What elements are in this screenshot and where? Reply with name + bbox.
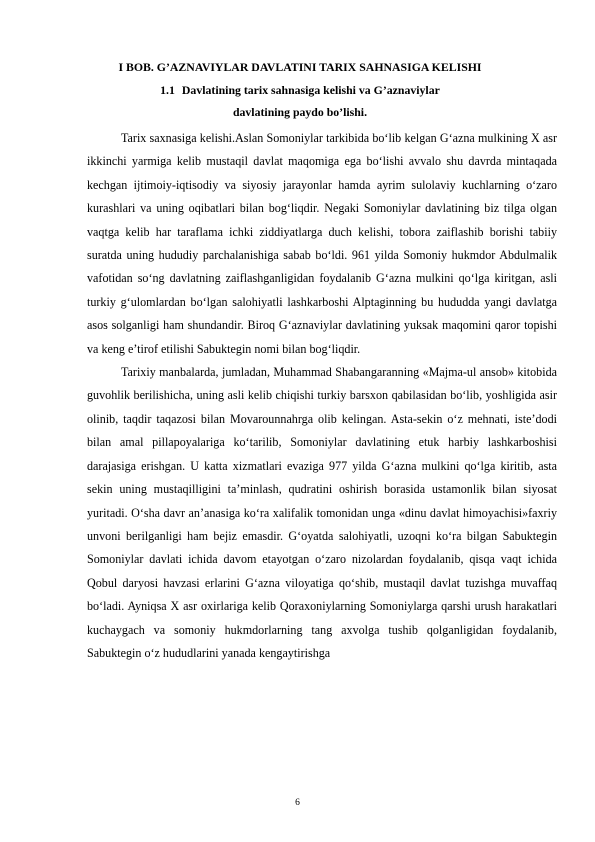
section-title-line-1: Davlatining tarix sahnasiga kelishi va G’aznaviylar bbox=[181, 83, 440, 97]
section-title-line-2: davlatining paydo bo’lishi. bbox=[232, 105, 368, 119]
paragraph: Tarix saxnasiga kelishi.Aslan Somoniylar tarkibida bo‘lib kelgan G‘azna mulkining X asr ikkinchi yarmiga kelib mustaqil davlat maqomiga ega bo‘lishi avvalo shu davrda mintaqada kechgan ijtimoiy-iqtisodiy va siyosiy jarayonlar hamda ayrim sulolaviy kuchlarning o‘zaro kurashlari va uning oqibatlari bilan bog‘liqdir. Negaki Somoniylar davlatining biz tilga olgan vaqtga kelib har taraflama ichki ziddiyatlarga duch kelishi, tobora zaiflashib borishi tabiiy suratda uning hududiy parchalanishiga sabab bo‘ldi. 961 yilda Somoniy hukmdor Abdulmalik vafotidan so‘ng davlatning zaiflashganligidan foydalanib G‘azna mulkini qo‘lga kiritgan, asli turkiy g‘ulomlardan bo‘lgan salohiyatli lashkarboshi Alptaginning bu hududda yangi davlatga asos solganligi ham shundandir. Biroq G‘aznaviylar davlatining yuksak maqomini qaror topishi va keng e’tirof etilishi Sabuktegin nomi bilan bog‘liqdir. bbox=[87, 131, 557, 356]
section-heading-line-1 bbox=[60, 79, 540, 101]
page-number: 6 bbox=[295, 798, 300, 808]
chapter-title: I BOB. G’AZNAVIYLAR DAVLATINI TARIX SAHNASIGA KELISHI bbox=[118, 60, 482, 74]
section-number: 1.1 bbox=[160, 83, 175, 97]
paragraph: Tarixiy manbalarda, jumladan, Muhammad Shabangaranning «Majma-ul ansob» kitobida guvohlik berilishicha, uning asli kelib chiqishi turkiy barsxon qabilasidan bo‘lib, yoshligida asir olinib, taqdir taqazosi bilan Movarounnahrga olib kelingan. Asta-sekin o‘z mehnati, iste’dodi bilan amal pillapoyalariga ko‘tarilib, Somoniylar davlatining etuk harbiy lashkarboshisi darajasiga erishgan. U katta xizmatlari evaziga 977 yilda G‘azna mulkini qo‘lga kiritib, asta sekin uning mustaqilligini ta’minlash, qudratini oshirish borasida ustamonlik bilan siyosat yuritadi. O‘sha davr an’anasiga ko‘ra xalifalik tomonidan unga «dinu davlat himoyachisi»faxriy unvoni berilganligi ham bejiz emasdir. G‘oyatda salohiyatli, uzoqni ko‘ra bilgan Sabuktegin Somoniylar davlati ichida davom etayotgan o‘zaro nizolardan foydalanib, qisqa vaqt ichida Qobul daryosi havzasi erlarini G‘azna viloyatiga qo‘shib, mustaqil davlat tuzishga muvaffaq bo‘ladi. Ayniqsa X asr oxirlariga kelib Qoraxoniylarning Somoniylarga qarshi urush harakatlari kuchaygach va somoniy hukmdorlarning tang axvolga tushib qolganligidan foydalanib, Sabuktegin o‘z hududlarini yanada kengaytirishga bbox=[87, 365, 557, 660]
section-heading bbox=[60, 79, 540, 123]
body-text bbox=[87, 127, 557, 665]
